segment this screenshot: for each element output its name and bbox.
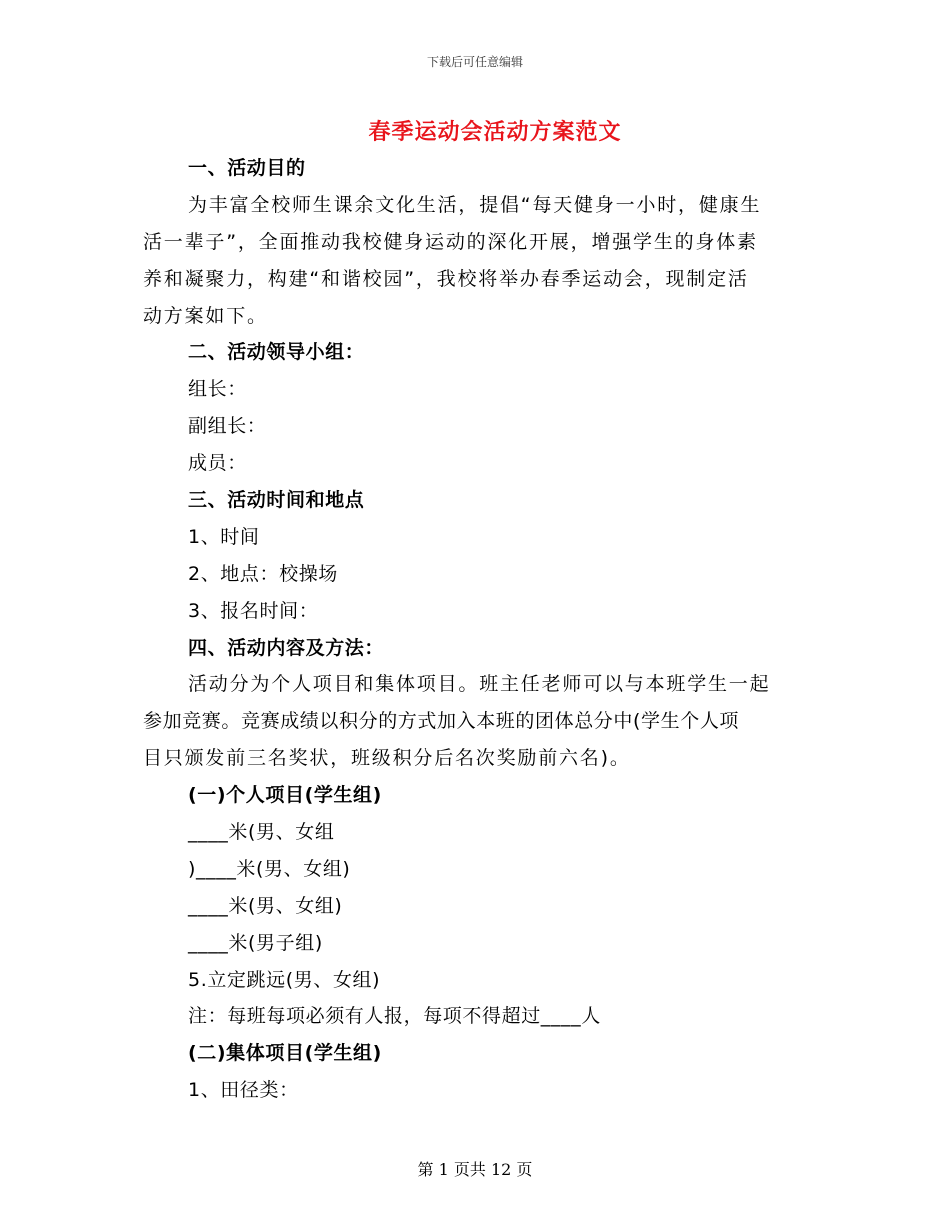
section-heading-purpose: 一、活动目的 [188, 157, 306, 179]
vice-leader-line: 副组长： [188, 415, 267, 438]
list-item-place: 2、地点：校操场 [188, 562, 338, 585]
list-item-signup-time: 3、报名时间： [188, 599, 319, 622]
paragraph-line: 参加竞赛。竞赛成绩以积分的方式加入本班的团体总分中(学生个人项 [143, 710, 740, 733]
section-heading-content: 四、活动内容及方法： [188, 636, 385, 659]
list-item: )____米(男、女组) [188, 857, 351, 880]
document-body [143, 150, 808, 1109]
list-item: ____米(男、女组 [188, 821, 335, 844]
paragraph-line: 动方案如下。 [143, 304, 268, 327]
header-note: 下载后可任意编辑 [426, 55, 523, 69]
section-heading-leadership: 二、活动领导小组： [188, 341, 365, 364]
note-line: 注：每班每项必须有人报，每项不得超过____人 [188, 1005, 601, 1028]
subsection-heading-individual: (一)个人项目(学生组) [188, 784, 382, 807]
leader-line: 组长： [188, 378, 247, 401]
list-item: 5.立定跳远(男、女组) [188, 968, 381, 991]
paragraph-line: 为丰富全校师生课余文化生活，提倡“每天健身一小时，健康生 [188, 193, 762, 216]
document-title: 春季运动会活动方案范文 [368, 120, 622, 145]
paragraph-line: 目只颁发前三名奖状，班级积分后名次奖励前六名)。 [143, 747, 631, 770]
paragraph-line: 养和凝聚力，构建“和谐校园”，我校将举办春季运动会，现制定活 [143, 267, 749, 290]
page-number: 第 1 页共 12 页 [417, 1160, 533, 1179]
list-item-time: 1、时间 [188, 525, 260, 548]
members-line: 成员： [188, 452, 247, 475]
list-item: 1、田径类： [188, 1079, 299, 1102]
list-item: ____米(男子组) [188, 931, 323, 954]
subsection-heading-group: (二)集体项目(学生组) [188, 1042, 382, 1065]
paragraph-line: 活动分为个人项目和集体项目。班主任老师可以与本班学生一起 [188, 673, 771, 696]
section-heading-time-place: 三、活动时间和地点 [188, 489, 365, 512]
paragraph-line: 活一辈子”，全面推动我校健身运动的深化开展，增强学生的身体素 [143, 230, 758, 253]
list-item: ____米(男、女组) [188, 894, 343, 917]
